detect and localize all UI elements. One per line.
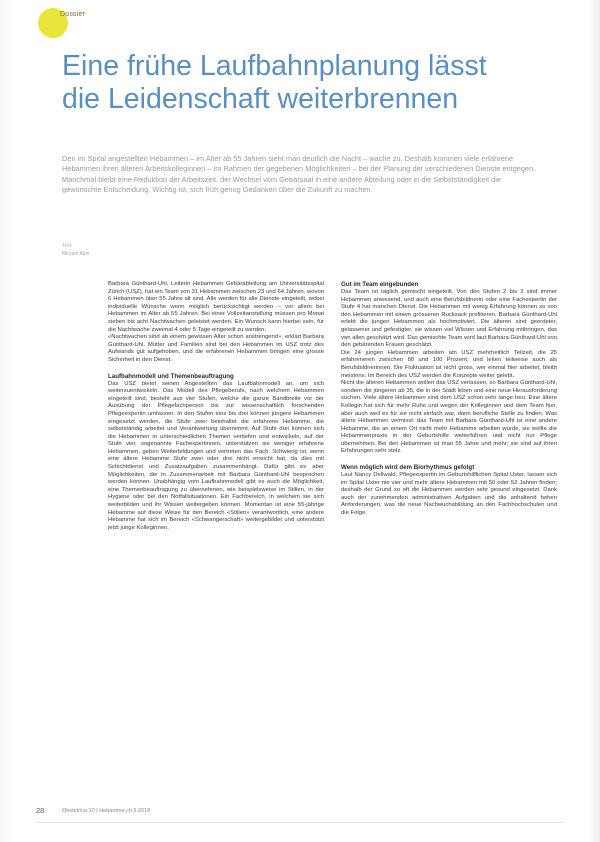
byline-label: Text: [62, 243, 73, 249]
section-tag: Dossier [60, 11, 86, 18]
article-lead: Den im Spital angestellten Hebammen – im Alter ab 55 Jahren sieht man deutlich die Nacht – wache zu. Deshalb kommen viele erfahrene Hebammen ihren älteren Arbeitskolleginnen – im Rahmen der gegebenen Möglichkeiten – bei der Planung der verschiedenen Dienste entgegen. Manchmal bleibt eine Reduktion der Arbeitszeit, der Wechsel vom Gebärsaal in eine andere Abteilung oder in die Selbstständigkeit die gewünschte Entscheidung. Wichtig ist, sich früh genug Gedanken über die Zukunft zu machen. [62, 154, 536, 195]
body-paragraph: «Nachtwachen sind ab einem gewissen Alter schon anstrengend», erklärt Barbara Günthard-Uhl. Mütter und Familien sind bei den Hebammen im USZ trotz des Aufwands gut aufgehoben, und die erfahrenen Hebammen bringen eine grosse Sicherheit in den Dienst. [108, 334, 324, 363]
right-column [341, 281, 557, 518]
body-paragraph: Das Team ist täglich gemischt eingeteilt. Von den Stufen 2 bis 3 sind immer Hebammen anwesend, und auch eine Berufsbildnerin oder eine Fachexpertin der Stufe 4 hat manchen Dienst. Die Hebammen mit wenig Erfahrung können so von den Hebammen mit einem grösseren Rucksack profitieren. Barbara Günthard-Uhl erlebt die jungen Hebammen als hochmotiviert. Die älteren sind geerdeter, gelassener und gefestigter, sie wissen viel Wissen und Erfahrung mitbringen, das von allen geschätzt wird. Das gemischte Team wird laut Barbara Günthard-Uhl von den gebärenden Frauen geschätzt. [341, 289, 557, 349]
column-spacer [108, 365, 324, 373]
footer-divider [36, 822, 564, 823]
subheading: Laufbahnmodell und Themenbeauftragung [108, 372, 234, 380]
page-number: 28 [36, 806, 45, 815]
author-name: Miryam Azer [62, 251, 90, 257]
column-spacer [341, 456, 557, 464]
article-headline: Eine frühe Laufbahnplanung lässt die Leidenschaft weiterbrennen [62, 50, 487, 115]
subheading: Wenn möglich wird dem Biorhythmus gefolgt [341, 464, 475, 472]
left-column [108, 281, 324, 532]
body-paragraph: Barbara Günthard-Uhl, Leiterin Hebammen Gebärabteilung am Universitätsspital Zürich (USZ), hat ein Team von 31 Hebammen zwischen 23 und 64 Jahren, wovon 6 Hebammen über 55 Jahre alt sind. Alle werden für alle Dienste eingeteilt, wobei individuelle Wünsche wenn möglich berücksichtigt werden – vor allem bei Hebammen im Alter ab 55 Jahren. Bei einer Vollzeitanstellung müssen pro Monat sieben bis acht Nachtwachen geleistet werden. Ein Wunsch kann hierbei sein, für die Nachtwache zweimal 4 oder 5 Tage eingeteilt zu werden. [108, 281, 324, 333]
body-paragraph: Nicht die älteren Hebammen wollen das USZ verlassen, so Barbara Günthard-Uhl, sondern die jüngeren ab 35, die in der Stadt leben und eine neue Herausforderung suchen. Viele ältere Hebammen sind dem USZ schon sehr lange treu. Eine ältere Kollegin hat sich für mehr Ruhe und wegen der Kolleginnen und dem Team hier, aber auch weil es für sie nicht einfach war, dann berufliche Stelle zu finden. Was ältere Hebammen vermisst: das Team mit Barbara Günthard-Uhl ist eine andere Hebamme, die an einem Ort nicht mehr Hebamme arbeiten würde, sie wollte die Hebammenpraxis in der Geburtshilfe weiterführen und nicht nur Pflege übernehmen. Bei den Hebammen ist man 55 Jahre und mehr; sie sind auf ihren Erfahrungen sehr stolz. [341, 380, 557, 455]
magazine-footer: Obstetrica 10 | Hebamme.ch 9 2018 [62, 808, 151, 814]
body-paragraph: Laut Nancy Dellwald, Pflegeexpertin im Geburtshilflichen Spital Uster, lassen sich im Spital Uster nie vier und mehr ältere Hebammen mit 50 oder 52 Jahren finden; deshalb der Grund so oft die Hebammen werden sehr gesund eingesetzt. Dank auch der zunehmenden administrativen Aufgaben und die anhaltend hohen Anforderungen, was die neue Nachwuchsbildung an den Fachhochschulen und die Folge. [341, 472, 557, 517]
body-paragraph: Die 24 jungen Hebammen arbeiten am USZ mehrheitlich Teilzeit, die 25 erfahreneren zwischen 80 und 100 Prozent, und leiten teilweise auch als Berufsbildnerinnen. Die Fluktuation ist nicht gross, wer einmal hier arbeitet, bleibt meistens. Im Bereich des USZ werden die Konzepte weiter gelebt. [341, 349, 557, 379]
body-paragraph: Das USZ bietet seinen Angestellten das Laufbahnmodell an, um sich weiterzuentwickeln. Das Modell des Pflegeberufs, nach welchem Hebammen eingeteilt sind, besteht aus vier Stufen, welche die ganze Bandbreite vor der Ausübung der Pflegefachperson bis zur wissenschaftlich forschenden Pflegeexpertin umfassen. In den Stufen eins bis drei können jüngere Hebammen eingesetzt werden, die Stufe zwei beinhaltet die erfahrene Hebamme, die selbstständig arbeitet und Verantwortung übernimmt. Auf Stufe drei können sich die Hebammen in unterschiedlichen Themen vertiefen und entwickeln, auf der Stufe vier, sogenannte Fachexpertinnen, unterstützen sie weniger erfahrene Hebammen, geben Weiterbildungen und vertreten das Fach. Schwierig ist, wenn eine ältere Hebamme Stufe zwei oder drei nicht erreicht hat, da dies mit Schichtdienst und Zusatzaufgaben zusammenhängt. Dafür gibt es aber Möglichkeiten, die in Zusammenarbeit mit Barbara Günthard-Uhl besprochen werden können. Unabhängig vom Laufbahnmodell gibt es auch die Möglichkeit, eine Themenbeauftragung zu übernehmen, wie beispielsweise im Stillen, in der Hygiene oder bei den Notfallsituationen. Ein Fachbereich, in welchem sie sich weiterbilden und ihr Wissen weitergeben können. Momentan ist eine 55-jährige Hebamme auf diese Weise für den Bereich «Stillen» verantwortlich, eine andere Hebamme hat sich im Bereich «Schwangerschaft» weitergebildet und unterstützt jetzt junge Kolleginnen. [108, 380, 324, 531]
subheading: Gut im Team eingebunden [341, 281, 419, 288]
